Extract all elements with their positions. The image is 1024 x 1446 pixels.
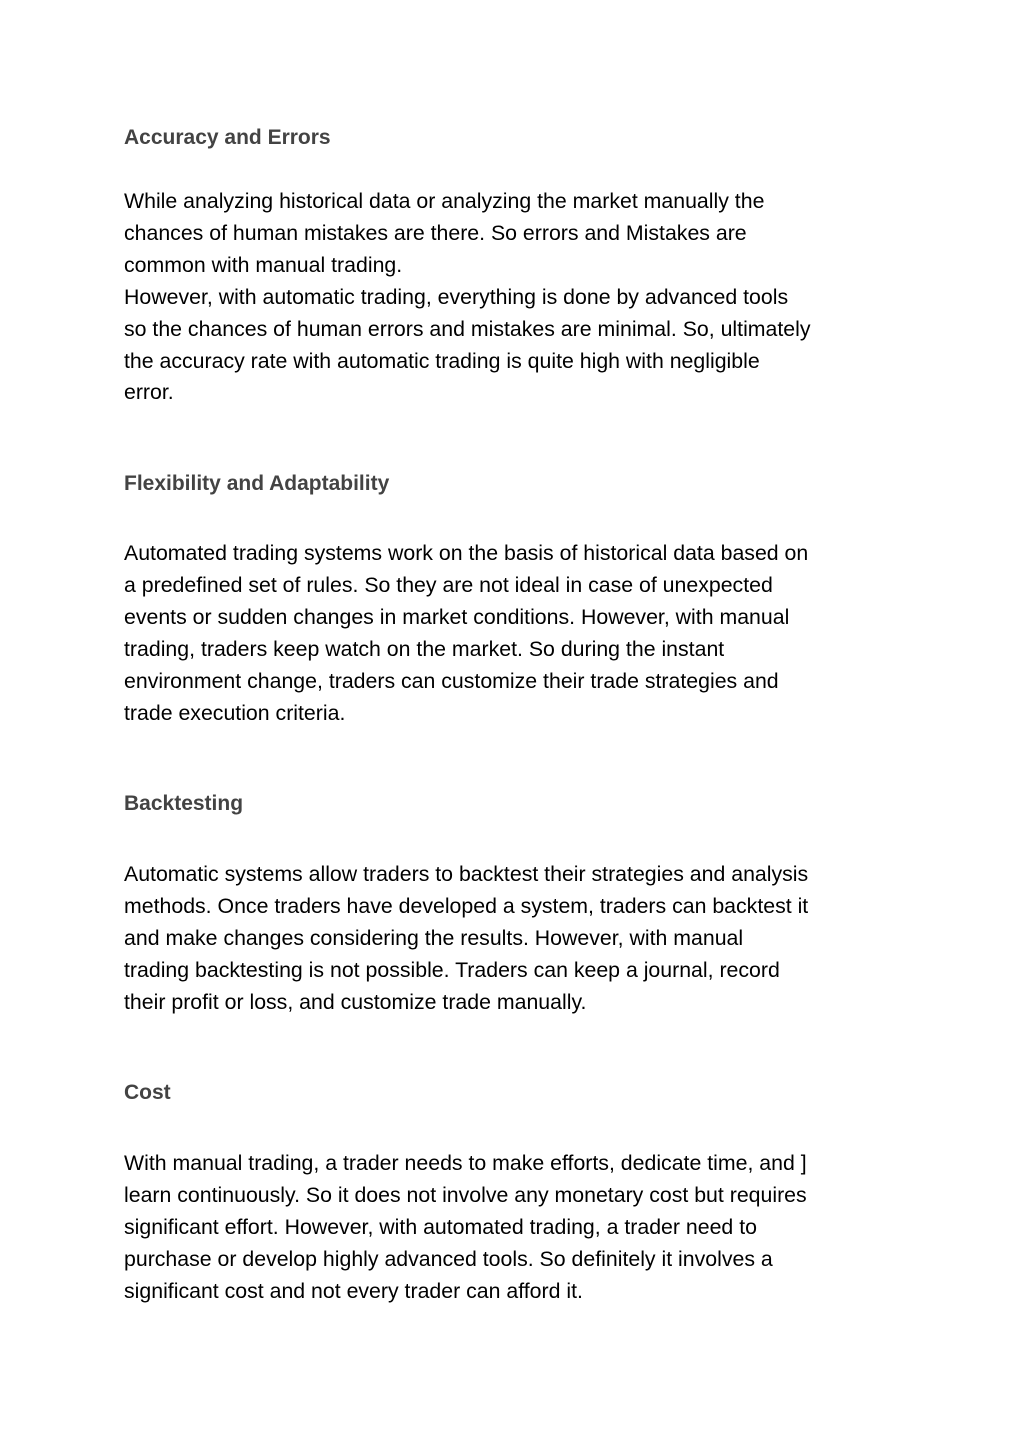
body-line: significant effort. However, with automated trading, a trader need to: [124, 1214, 757, 1239]
body-line: With manual trading, a trader needs to make efforts, dedicate time, and ]: [124, 1151, 807, 1175]
body-line: Automatic systems allow traders to backtest their strategies and analysis: [124, 862, 809, 886]
section-body-flexibility: [124, 538, 914, 729]
body-line: purchase or develop highly advanced tools. So definitely it involves a: [124, 1246, 773, 1271]
body-line: trading, traders keep watch on the market. So during the instant: [124, 636, 725, 661]
body-line: chances of human mistakes are there. So errors and Mistakes are: [124, 220, 747, 245]
body-line: trading backtesting is not possible. Traders can keep a journal, record: [124, 957, 780, 982]
body-line: error.: [124, 380, 174, 405]
body-line: the accuracy rate with automatic trading is quite high with negligible: [124, 348, 760, 373]
body-line: trade execution criteria.: [124, 700, 346, 725]
body-line: methods. Once traders have developed a system, traders can backtest it: [124, 893, 809, 918]
body-line: significant cost and not every trader can afford it.: [124, 1278, 583, 1303]
body-line: While analyzing historical data or analyzing the market manually the: [124, 189, 765, 213]
section-body-accuracy: [124, 186, 914, 409]
section-heading-flexibility: Flexibility and Adaptability: [124, 472, 390, 495]
body-line: a predefined set of rules. So they are not ideal in case of unexpected: [124, 572, 773, 597]
body-line: events or sudden changes in market conditions. However, with manual: [124, 604, 790, 629]
body-line: However, with automatic trading, everything is done by advanced tools: [124, 284, 789, 309]
body-line: their profit or loss, and customize trade manually.: [124, 989, 587, 1014]
body-line: and make changes considering the results. However, with manual: [124, 925, 744, 950]
section-heading-cost: Cost: [124, 1081, 171, 1104]
section-body-cost: [124, 1148, 914, 1308]
section-body-backtesting: [124, 859, 914, 1019]
section-heading-accuracy: Accuracy and Errors: [124, 126, 331, 149]
body-line: environment change, traders can customize their trade strategies and: [124, 668, 779, 693]
body-line: Automated trading systems work on the basis of historical data based on: [124, 541, 809, 565]
section-heading-backtesting: Backtesting: [124, 792, 244, 815]
body-line: common with manual trading.: [124, 252, 403, 277]
body-line: so the chances of human errors and mistakes are minimal. So, ultimately: [124, 316, 811, 341]
body-line: learn continuously. So it does not involve any monetary cost but requires: [124, 1182, 807, 1207]
